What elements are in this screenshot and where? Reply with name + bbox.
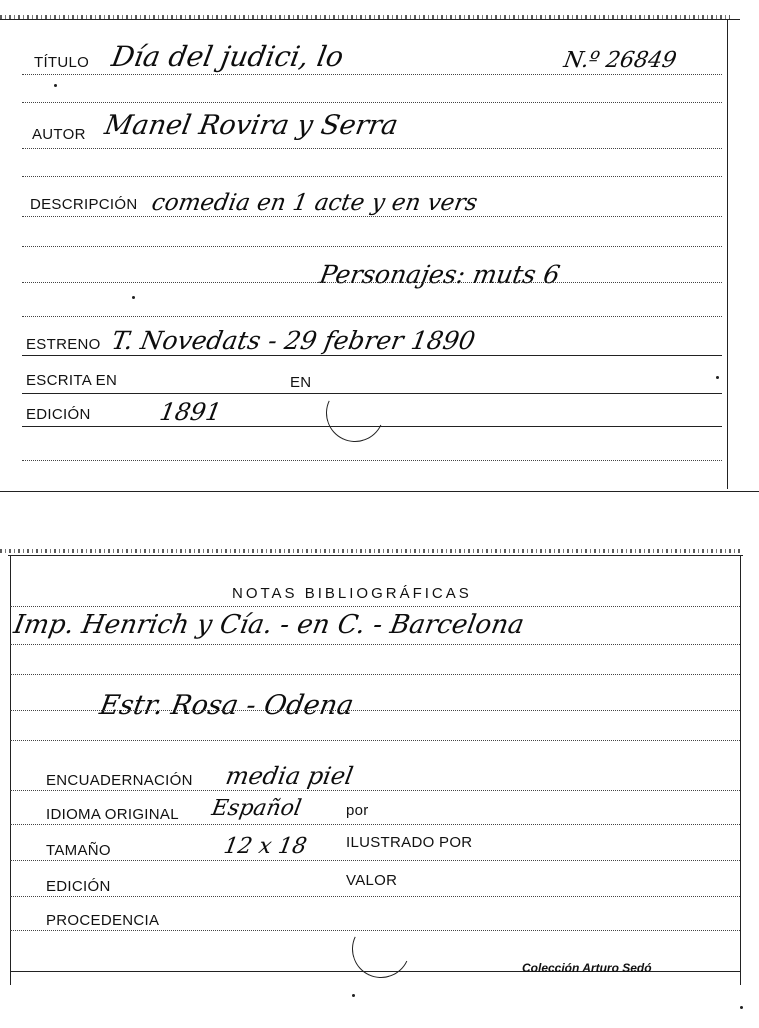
rule-nota-2 — [10, 710, 740, 711]
personajes-value: Personajes: muts 6 — [317, 260, 563, 289]
escrita-en-label: ESCRITA EN — [26, 372, 118, 389]
encuadernacion-label: ENCUADERNACIÓN — [46, 772, 193, 789]
rule-autor — [22, 148, 722, 149]
catalog-card-bottom — [0, 540, 759, 990]
card-number: N.º 26849 — [561, 48, 679, 73]
speck — [740, 1006, 743, 1009]
right-edge — [740, 555, 741, 985]
descripcion-label: DESCRIPCIÓN — [30, 196, 138, 213]
edicion-label-bottom: EDICIÓN — [46, 878, 111, 895]
titulo-label: TÍTULO — [34, 54, 90, 71]
rule-5 — [10, 740, 740, 741]
punch-hole — [344, 912, 418, 986]
rule-6 — [22, 246, 722, 247]
rule-encuadernacion — [10, 790, 740, 791]
idioma-label: IDIOMA ORIGINAL — [46, 806, 179, 823]
ilustrado-label: ILUSTRADO POR — [346, 834, 473, 851]
tamano-value: 12 x 18 — [221, 834, 309, 859]
punch-hole — [318, 376, 392, 450]
catalog-card-top — [0, 0, 759, 490]
rule-edicion-bottom — [10, 896, 740, 897]
rule-idioma — [10, 824, 740, 825]
en-label: EN — [290, 374, 312, 391]
rule-personajes — [22, 282, 722, 283]
tamano-label: TAMAÑO — [46, 842, 111, 859]
rule-8 — [22, 316, 722, 317]
left-edge — [10, 555, 11, 985]
top-edge — [8, 555, 743, 556]
notas-heading: NOTAS BIBLIOGRÁFICAS — [232, 585, 472, 602]
coleccion-note: Colección Arturo Sedó — [522, 961, 652, 975]
valor-label: VALOR — [346, 872, 398, 889]
nota-2: Estr. Rosa - Odena — [97, 690, 356, 721]
autor-label: AUTOR — [32, 126, 86, 143]
rule-tamano — [10, 860, 740, 861]
rule-4 — [22, 176, 722, 177]
rule-descripcion — [22, 216, 722, 217]
edicion-label: EDICIÓN — [26, 406, 91, 423]
estreno-value: T. Novedats - 29 febrer 1890 — [109, 326, 478, 355]
edicion-value: 1891 — [157, 398, 224, 426]
rule-3 — [10, 674, 740, 675]
rule-estreno — [22, 355, 722, 356]
nota-1: Imp. Henrich y Cía. - en C. - Barcelona — [11, 610, 527, 640]
rule-12 — [22, 460, 722, 461]
autor-value: Manel Rovira y Serra — [102, 110, 401, 141]
card-separator — [0, 491, 759, 492]
rule-titulo — [22, 74, 722, 75]
estreno-label: ESTRENO — [26, 336, 101, 353]
rule-2 — [22, 102, 722, 103]
rule-nota-1 — [10, 644, 740, 645]
top-edge — [0, 19, 740, 20]
rule-heading — [10, 606, 740, 607]
encuadernacion-value: media piel — [223, 762, 356, 790]
speck — [54, 84, 57, 87]
descripcion-value: comedia en 1 acte y en vers — [149, 190, 480, 216]
idioma-value: Español — [209, 796, 304, 821]
speck — [132, 296, 135, 299]
speck — [716, 376, 719, 379]
por-label: por — [346, 802, 369, 819]
top-edge-noise — [0, 549, 740, 553]
speck — [352, 994, 355, 997]
right-edge — [727, 19, 728, 489]
titulo-value: Día del judici, lo — [109, 40, 347, 73]
procedencia-label: PROCEDENCIA — [46, 912, 160, 929]
